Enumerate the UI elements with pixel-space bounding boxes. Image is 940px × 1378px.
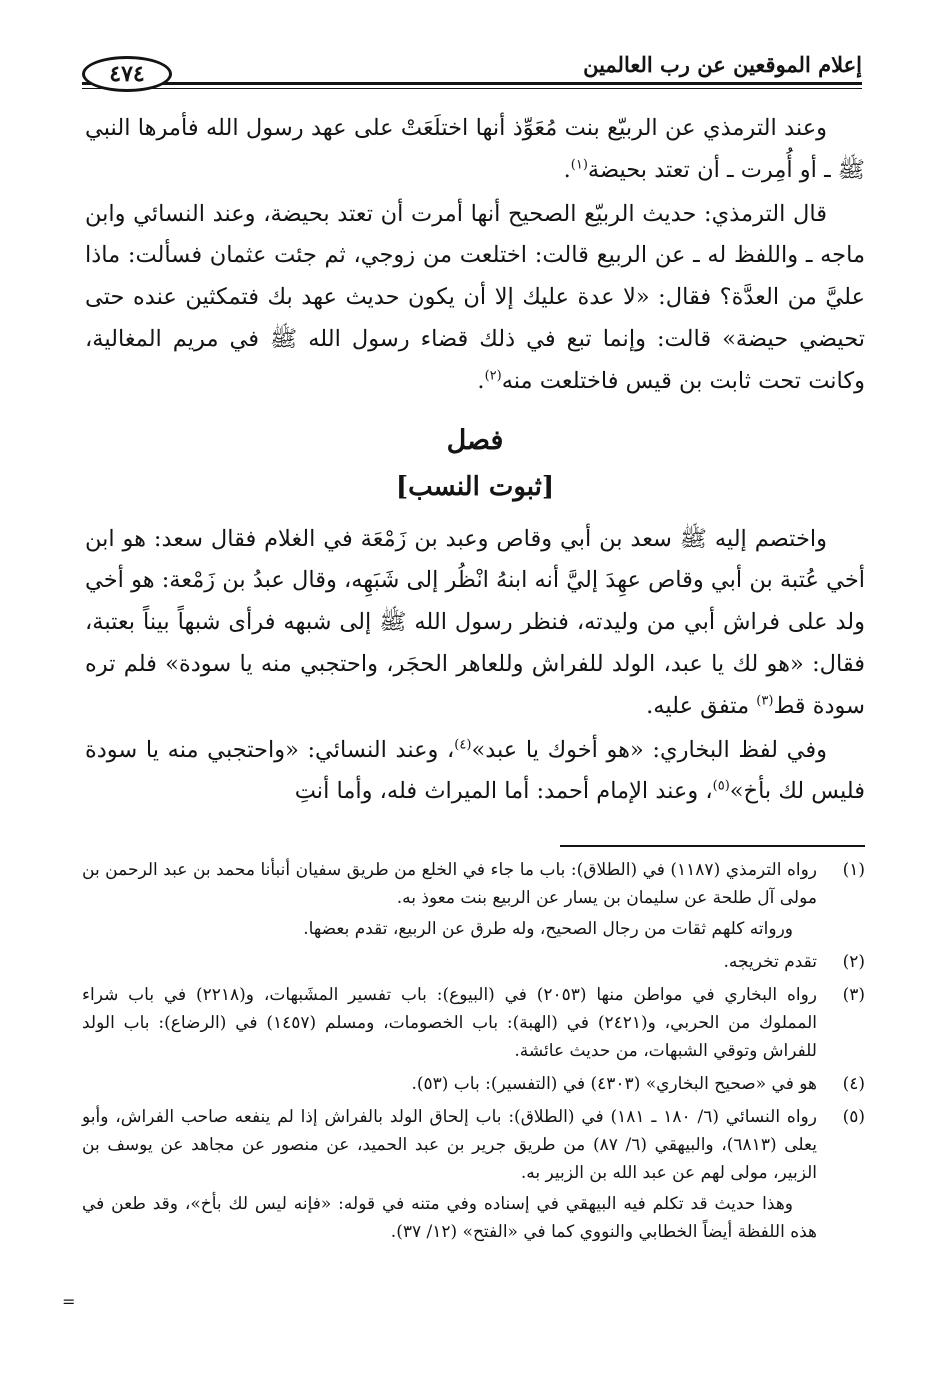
footnote-text: هو في «صحيح البخاري» (٤٣٠٣) في (التفسير): باب (٥٣). <box>411 1074 817 1094</box>
footnote-2 <box>82 948 865 976</box>
paragraph-1 <box>85 108 865 192</box>
footnote-number: (٥) <box>842 1107 865 1127</box>
footnote-ref-2[interactable]: (٢) <box>484 368 502 384</box>
footnote-ref-3[interactable]: (٣) <box>756 693 774 709</box>
paragraph-3-end: متفق عليه. <box>646 692 757 719</box>
header-rule-thick <box>82 82 862 85</box>
footnote-text: رواه النسائي (٦/ ١٨٠ ـ ١٨١) في (الطلاق): باب إلحاق الولد بالفراش إذا لم ينفعه صاحب الفراش، وأبو يعلى (٦٨١٣)، والبيهقي (٦/ ٨٧) من طريق جرير بن عبد الحميد، عن منصور عن مجاهد عن يوسف بن الزبير، مولى لهم عن عبد الله بن الزبير به. <box>82 1107 817 1183</box>
footnote-number: (٤) <box>842 1074 865 1094</box>
footnote-1 <box>82 856 865 943</box>
footnote-number: (١) <box>842 860 865 880</box>
footnote-text: رواه الترمذي (١١٨٧) في (الطلاق): باب ما جاء في الخلع من طريق سفيان أنبأنا محمد بن عبد الرحمن بن مولى آل طلحة عن سليمان بن يسار عن الربيع بنت معوذ به. <box>82 860 818 908</box>
footnotes <box>82 856 865 1251</box>
paragraph-2-end: . <box>477 367 485 394</box>
footnote-extra: وهذا حديث قد تكلم فيه البيهقي في إسناده وفي متنه في قوله: «فإنه ليس لك بأخ»، وقد طعن في هذه اللفظة أيضاً الخطابي والنووي كما في «الفتح» (١٢/ ٣٧). <box>82 1194 817 1242</box>
footnote-5 <box>82 1103 865 1246</box>
paragraph-2 <box>85 194 865 403</box>
footnote-extra: ورواته كلهم ثقات من رجال الصحيح، وله طرق عن الربيع، تقدم بعضها. <box>303 919 793 939</box>
footnote-ref-4[interactable]: (٤) <box>454 737 472 753</box>
paragraph-3 <box>85 519 865 728</box>
paragraph-1-text: وعند الترمذي عن الربيّع بنت مُعَوِّذ أنها اختلَعَتْ على عهد رسول الله فأمرها النبي ﷺ ـ أو أُمِرت ـ أن تعتد بحيضة <box>85 115 865 183</box>
section-subheading: [ثبوت النسب] <box>395 471 555 502</box>
footnote-number: (٢) <box>842 952 865 972</box>
main-text <box>85 108 865 815</box>
footnote-text: تقدم تخريجه. <box>723 952 817 972</box>
paragraph-4-text-a: وفي لفظ البخاري: «هو أخوك يا عبد» <box>471 736 827 763</box>
paragraph-2-text: قال الترمذي: حديث الربيّع الصحيح أنها أمرت أن تعتد بحيضة، وعند النسائي وابن ماجه ـ واللفظ له ـ عن الربيع قالت: اختلعت من زوجي، ثم جئت عثمان فسألت: ماذا عليَّ من العدَّة؟ فقال: «لا عدة عليك إلا أن يكون حديث عهد بك فتمكثين عنده حتى تحيضي حيضة» قالت: وإنما تبع في ذلك قضاء رسول الله ﷺ في مريم المغالية، وكانت تحت ثابت بن قيس فاختلعت منه <box>85 200 865 394</box>
paragraph-4-text-c: ، وعند الإمام أحمد: أما الميراث فله، وأما أنتِ <box>294 778 713 805</box>
continuation-mark: = <box>62 1292 76 1311</box>
footnote-number: (٣) <box>842 985 865 1005</box>
footnote-3 <box>82 981 865 1065</box>
book-title: إعلام الموقعين عن رب العالمين <box>583 52 862 77</box>
page-number: ٤٧٤ <box>82 56 172 92</box>
footnote-ref-5[interactable]: (٥) <box>712 778 730 794</box>
paragraph-4 <box>85 730 865 814</box>
footnote-text: رواه البخاري في مواطن منها (٢٠٥٣) في (البيوع): باب تفسير المشَبهات، و(٢٢١٨) في باب شراء المملوك من الحربي، و(٢٤٢١) في (الهبة): باب الخصومات، ومسلم (١٤٥٧) في (الرضاع): باب الولد للفراش وتوقي الشبهات، من حديث عائشة. <box>82 985 817 1061</box>
footnote-separator <box>560 845 865 847</box>
paragraph-4-text-b: ، وعند النسائي: «واحتجبي منه يا سودة فليس لك بأخ» <box>85 736 865 805</box>
paragraph-3-text: واختصم إليه ﷺ سعد بن أبي وقاص وعبد بن زَمْعَة في الغلام فقال سعد: هو ابن أخي عُتبة بن أبي وقاص عهِدَ إليَّ أنه ابنهُ انْظُر إلى شَبَهِه، وقال عبدُ بن زَمْعة: هو أخي ولد على فراش أبي من وليدته، فنظر رسول الله ﷺ إلى شبهه فرأى شبهاً بيناً بعتبة، فقال: «هو لك يا عبد، الولد للفراش وللعاهر الحجَر، واحتجبي منه يا سودة» فلم تره سودة قط <box>85 525 865 719</box>
header-rule-thin <box>82 88 862 89</box>
page-header <box>82 48 862 100</box>
section-heading: فصل <box>446 424 504 456</box>
footnote-4 <box>82 1070 865 1098</box>
footnote-ref-1[interactable]: (١) <box>570 157 588 173</box>
paragraph-1-end: . <box>563 156 571 183</box>
